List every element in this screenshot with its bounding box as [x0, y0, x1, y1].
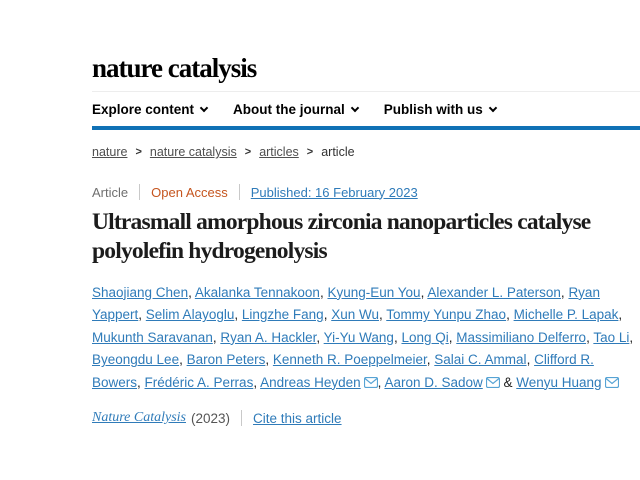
breadcrumb-item-articles[interactable]: articles: [259, 145, 299, 159]
breadcrumb-item-nature[interactable]: nature: [92, 145, 128, 159]
nav-item-label: Publish with us: [383, 102, 483, 117]
email-icon[interactable]: [605, 372, 619, 395]
author-link[interactable]: Frédéric A. Perras: [144, 374, 254, 390]
open-access-label: Open Access: [151, 184, 228, 200]
author-link[interactable]: Akalanka Tennakoon: [194, 284, 320, 300]
author-link[interactable]: Long Qi: [401, 329, 449, 345]
meta-divider: [239, 184, 240, 200]
author-link[interactable]: Lingzhe Fang: [241, 307, 324, 323]
breadcrumb: [92, 145, 638, 159]
breadcrumb-separator: >: [306, 146, 314, 158]
article-title: Ultrasmall amorphous zirconia nanoparticles catalyse polyolefin hydrogenolysis: [92, 209, 591, 264]
breadcrumb-item-nature-catalysis[interactable]: nature catalysis: [149, 145, 237, 159]
nature-catalysis-logo[interactable]: nature catalysis: [92, 53, 257, 83]
nav-accent-bar: [92, 126, 640, 130]
email-icon[interactable]: [364, 372, 378, 395]
author-link[interactable]: Tommy Yunpu Zhao: [386, 307, 507, 323]
breadcrumb-separator: >: [135, 146, 142, 158]
author-link[interactable]: Alexander L. Paterson: [427, 284, 561, 300]
author-link[interactable]: Baron Peters: [186, 352, 266, 368]
citation-line: [92, 410, 638, 426]
author-link[interactable]: Salai C. Ammal: [434, 352, 527, 368]
chevron-down-icon: [200, 103, 208, 111]
email-icon[interactable]: [486, 372, 500, 395]
nav-item-label: About the journal: [233, 102, 345, 117]
nav-item-about-the-journal[interactable]: [233, 102, 358, 117]
author-link[interactable]: Yi-Yu Wang: [323, 329, 394, 345]
author-link[interactable]: Xun Wu: [331, 307, 379, 323]
citation-year: (2023): [191, 410, 231, 426]
chevron-down-icon: [351, 103, 359, 111]
published-date-link[interactable]: Published: 16 February 2023: [250, 184, 418, 200]
breadcrumb-item-article: article: [321, 145, 355, 159]
author-link[interactable]: Andreas Heyden: [260, 374, 361, 390]
meta-divider: [139, 184, 140, 200]
nav-item-explore-content[interactable]: [92, 102, 207, 117]
citation-divider: [241, 410, 242, 426]
author-link[interactable]: Michelle P. Lapak: [513, 307, 619, 323]
author-link[interactable]: Shaojiang Chen: [92, 284, 189, 300]
author-link[interactable]: Clifford R. Bowers: [92, 352, 594, 390]
author-link[interactable]: Selim Alayoglu: [145, 307, 235, 323]
cite-this-article-link[interactable]: Cite this article: [253, 410, 342, 426]
author-link[interactable]: Ryan Yappert: [92, 284, 600, 323]
author-link[interactable]: Aaron D. Sadow: [384, 374, 483, 390]
journal-nav: [92, 92, 640, 126]
article-meta: [92, 184, 638, 200]
nav-item-publish-with-us[interactable]: [384, 102, 496, 117]
author-link[interactable]: Mukunth Saravanan: [92, 329, 213, 345]
article-type-label: Article: [92, 184, 129, 200]
journal-link[interactable]: Nature Catalysis: [92, 410, 186, 426]
author-list: Shaojiang Chen, Akalanka Tennakoon, Kyung-Eun You, Alexander L. Paterson, Ryan Yappert, Selim Alayoglu, Lingzhe Fang, Xun Wu, Tommy Yunpu Zhao, Michelle P. Lapak, Mukunth Saravanan, Ryan A. Hackler, Yi-Yu Wang, Long Qi, Massimiliano Delferro, Tao Li, Byeongdu Lee, Baron Peters, Kenneth R. Poeppelmeier, Salai C. Ammal, Clifford R. Bowers, Frédéric A. Perras, Andreas Heyden , Aaron D. Sadow & Wenyu Huang: [92, 282, 640, 395]
author-link[interactable]: Massimiliano Delferro: [456, 329, 587, 345]
breadcrumb-separator: >: [244, 146, 252, 158]
author-link[interactable]: Kenneth R. Poeppelmeier: [272, 352, 427, 368]
author-link[interactable]: Kyung-Eun You: [327, 284, 421, 300]
author-link[interactable]: Wenyu Huang: [516, 374, 602, 390]
chevron-down-icon: [489, 103, 497, 111]
author-link[interactable]: Ryan A. Hackler: [220, 329, 317, 345]
author-link[interactable]: Byeongdu Lee: [92, 352, 180, 368]
nav-item-label: Explore content: [92, 102, 195, 117]
author-link[interactable]: Tao Li: [593, 329, 630, 345]
